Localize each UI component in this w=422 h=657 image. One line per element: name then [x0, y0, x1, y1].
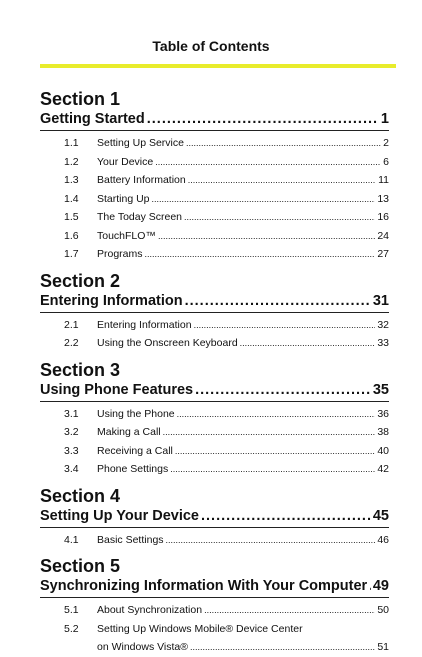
section-5	[40, 555, 389, 657]
section-heading: Section 3	[40, 359, 121, 380]
section-title: Entering Information	[40, 292, 183, 309]
table-of-contents	[40, 82, 389, 657]
entry-number: 1.3	[64, 174, 79, 186]
toc-entry[interactable]	[40, 208, 389, 227]
toc-entry[interactable]	[40, 423, 389, 442]
page-number: 11	[378, 174, 389, 186]
entry-title: Entering Information	[97, 318, 192, 331]
page-title: Table of Contents	[152, 38, 270, 54]
section-title: Synchronizing Information With Your Computer	[40, 578, 368, 594]
page-number: 50	[377, 604, 389, 616]
entry-number: 4.1	[64, 533, 79, 546]
toc-entry[interactable]	[40, 442, 389, 461]
section-title-link[interactable]	[40, 577, 389, 598]
dot-leader	[170, 460, 375, 479]
dot-leader	[155, 153, 381, 172]
dot-leader	[194, 316, 376, 335]
entry-number: 1.4	[64, 192, 79, 205]
section-title-link[interactable]	[40, 381, 389, 402]
entry-number: 1.2	[64, 155, 79, 168]
page-number: 45	[372, 507, 389, 524]
section-title-link[interactable]	[40, 110, 389, 131]
dot-leader	[145, 245, 376, 264]
page-number: 24	[377, 229, 389, 242]
section-heading: Section 2	[40, 270, 121, 291]
toc-entry[interactable]	[40, 134, 389, 153]
entry-number: 3.3	[64, 444, 79, 457]
page-number: 31	[372, 292, 389, 309]
entry-number: 5.1	[64, 604, 79, 616]
entry-title: Using the Onscreen Keyboard	[97, 337, 238, 349]
section-1	[40, 88, 389, 264]
entry-title: Programs	[97, 248, 143, 260]
section-title: Getting Started	[40, 111, 145, 127]
section-2	[40, 270, 389, 353]
dot-leader	[177, 405, 376, 424]
toc-entry[interactable]	[40, 531, 389, 550]
section-3	[40, 359, 389, 479]
dot-leader	[240, 334, 376, 353]
toc-entry[interactable]	[40, 460, 389, 479]
toc-entry[interactable]	[40, 334, 389, 353]
title-rule	[40, 64, 396, 68]
dot-leader	[152, 190, 376, 209]
entry-number: 1.7	[64, 248, 79, 260]
page-number: 13	[377, 192, 389, 205]
section-title: Setting Up Your Device	[40, 507, 199, 524]
entry-number: 1.6	[64, 229, 79, 242]
entry-title: The Today Screen	[97, 211, 183, 223]
page-number: 32	[377, 318, 389, 331]
dot-leader	[186, 134, 381, 153]
page-number: 42	[377, 463, 389, 475]
entry-title-line1: Setting Up Windows Mobile® Device Center	[97, 622, 303, 635]
entry-title-line2: on Windows Vista®	[97, 641, 188, 653]
section-title: Using Phone Features	[40, 381, 194, 398]
entry-title: Basic Settings	[97, 533, 164, 546]
page-number: 27	[377, 248, 389, 260]
page-number: 40	[377, 444, 389, 457]
dot-leader	[195, 381, 371, 399]
dot-leader	[204, 601, 375, 620]
entry-title: Setting Up Service	[97, 137, 184, 149]
entry-title: Receiving a Call	[97, 444, 173, 457]
section-heading: Section 1	[40, 89, 121, 109]
toc-entry[interactable]	[40, 601, 389, 620]
toc-entry[interactable]	[40, 227, 389, 246]
entry-number: 2.1	[64, 318, 79, 331]
section-4	[40, 485, 389, 550]
toc-entry[interactable]	[40, 620, 389, 657]
entry-number: 3.4	[64, 463, 79, 475]
dot-leader	[188, 171, 376, 190]
section-heading: Section 4	[40, 485, 121, 506]
page-number: 36	[377, 407, 389, 420]
entry-title: Phone Settings	[97, 463, 169, 475]
section-heading: Section 5	[40, 556, 121, 576]
toc-entry[interactable]	[40, 171, 389, 190]
toc-entry[interactable]	[40, 190, 389, 209]
entry-number: 1.5	[64, 211, 79, 223]
toc-entry[interactable]	[40, 405, 389, 424]
entry-number: 3.1	[64, 407, 79, 420]
dot-leader	[166, 531, 376, 550]
dot-leader	[369, 577, 371, 595]
page-number: 46	[377, 533, 389, 546]
dot-leader	[190, 638, 375, 657]
entry-title: Using the Phone	[97, 407, 175, 420]
section-title-link[interactable]	[40, 507, 389, 528]
entry-title: Making a Call	[97, 426, 161, 438]
dot-leader	[184, 208, 375, 227]
dot-leader	[175, 442, 375, 461]
toc-entry[interactable]	[40, 245, 389, 264]
page-number: 2	[383, 137, 389, 149]
page-number: 49	[372, 578, 389, 594]
page-number: 1	[380, 111, 389, 127]
entry-number: 2.2	[64, 337, 79, 349]
page-number: 38	[377, 426, 389, 438]
page-number: 16	[377, 211, 389, 223]
entry-number: 1.1	[64, 137, 79, 149]
dot-leader	[147, 110, 379, 128]
toc-entry[interactable]	[40, 316, 389, 335]
page-number: 33	[377, 337, 389, 349]
entry-title: Starting Up	[97, 192, 150, 205]
page-number: 35	[372, 381, 389, 398]
dot-leader	[163, 423, 376, 442]
page-number: 51	[377, 641, 389, 653]
entry-title: About Synchronization	[97, 604, 203, 616]
dot-leader	[185, 292, 371, 310]
toc-entry[interactable]	[40, 153, 389, 172]
page-number: 6	[383, 155, 389, 168]
entry-number: 5.2	[64, 622, 79, 635]
dot-leader	[158, 227, 375, 246]
entry-title: TouchFLO™	[97, 229, 156, 242]
section-title-link[interactable]	[40, 292, 389, 313]
entry-title: Battery Information	[97, 174, 186, 186]
dot-leader	[201, 507, 371, 525]
entry-number: 3.2	[64, 426, 79, 438]
entry-title: Your Device	[97, 155, 154, 168]
